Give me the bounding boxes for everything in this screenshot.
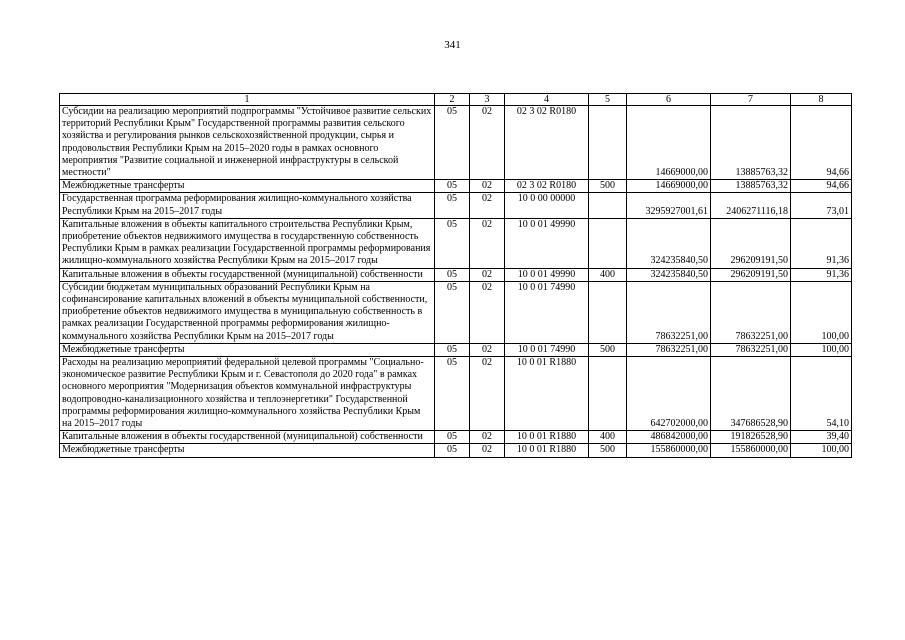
approved-amount-cell: 78632251,00 [627,343,711,356]
table-row [60,343,852,356]
target-article-cell: 10 0 01 R1880 [505,357,589,431]
header-cell: 3 [470,94,505,106]
section-code-cell: 05 [435,268,470,281]
approved-amount-cell: 3295927001,61 [627,193,711,218]
subsection-code-cell: 02 [470,218,505,268]
expense-type-cell: 500 [589,343,627,356]
item-name-cell: Межбюджетные трансферты [60,444,435,457]
approved-amount-cell: 324235840,50 [627,218,711,268]
header-cell: 4 [505,94,589,106]
header-cell: 2 [435,94,470,106]
approved-amount-cell: 155860000,00 [627,444,711,457]
execution-percent-cell: 39,40 [791,431,852,444]
subsection-code-cell: 02 [470,281,505,343]
subsection-code-cell: 02 [470,357,505,431]
target-article-cell: 10 0 01 49990 [505,218,589,268]
item-name-cell: Субсидии бюджетам муниципальных образований Республики Крым на софинансирование капитальных вложений в объекты муниципальной собственности, приобретение объектов недвижимого имущества в муниципальную собственность в рамках реализации Государственной программы реформирования жилищно-коммунального хозяйства Республики Крым на 2015–2017 годы [60,281,435,343]
table-row [60,180,852,193]
approved-amount-cell: 642702000,00 [627,357,711,431]
subsection-code-cell: 02 [470,193,505,218]
approved-amount-cell: 324235840,50 [627,268,711,281]
target-article-cell: 10 0 01 74990 [505,343,589,356]
target-article-cell: 02 3 02 R0180 [505,106,589,180]
target-article-cell: 10 0 01 R1880 [505,444,589,457]
header-cell: 5 [589,94,627,106]
item-name-cell: Субсидии на реализацию мероприятий подпрограммы "Устойчивое развитие сельских территорий Республики Крым" Государственной программы развития сельского хозяйства и регулирования рынков сельскохозяйственной продукции, сырья и продовольствия Республики Крым на 2015–2020 годы в рамках основного мероприятия "Развитие социальной и инженерной инфраструктуры в сельской местности" [60,106,435,180]
item-name-cell: Капитальные вложения в объекты капитального строительства Республики Крым, приобретение объектов недвижимого имущества в государственную собственность Республики Крым в рамках реализации Государственной программы реформирования жилищно-коммунального хозяйства Республики Крым на 2015–2017 годы [60,218,435,268]
approved-amount-cell: 14669000,00 [627,180,711,193]
execution-percent-cell: 94,66 [791,180,852,193]
expense-type-cell [589,218,627,268]
header-cell: 8 [791,94,852,106]
approved-amount-cell: 14669000,00 [627,106,711,180]
item-name-cell: Межбюджетные трансферты [60,343,435,356]
executed-amount-cell: 13885763,32 [711,180,791,193]
approved-amount-cell: 78632251,00 [627,281,711,343]
table-row [60,218,852,268]
execution-percent-cell: 91,36 [791,268,852,281]
expense-type-cell: 400 [589,268,627,281]
table-row [60,268,852,281]
header-row [60,94,852,106]
executed-amount-cell: 13885763,32 [711,106,791,180]
executed-amount-cell: 296209191,50 [711,268,791,281]
table-row [60,106,852,180]
section-code-cell: 05 [435,431,470,444]
table-row [60,281,852,343]
executed-amount-cell: 191826528,90 [711,431,791,444]
execution-percent-cell: 54,10 [791,357,852,431]
execution-percent-cell: 94,66 [791,106,852,180]
expense-type-cell [589,357,627,431]
expense-type-cell: 500 [589,180,627,193]
table-row [60,431,852,444]
executed-amount-cell: 155860000,00 [711,444,791,457]
execution-percent-cell: 91,36 [791,218,852,268]
page-number: 341 [444,39,461,51]
section-code-cell: 05 [435,193,470,218]
item-name-cell: Капитальные вложения в объекты государственной (муниципальной) собственности [60,268,435,281]
executed-amount-cell: 2406271116,18 [711,193,791,218]
expense-type-cell [589,281,627,343]
target-article-cell: 10 0 01 49990 [505,268,589,281]
expense-type-cell [589,193,627,218]
execution-percent-cell: 100,00 [791,343,852,356]
table-row [60,357,852,431]
execution-percent-cell: 100,00 [791,281,852,343]
executed-amount-cell: 78632251,00 [711,281,791,343]
section-code-cell: 05 [435,444,470,457]
execution-percent-cell: 73,01 [791,193,852,218]
table-row [60,193,852,218]
executed-amount-cell: 296209191,50 [711,218,791,268]
section-code-cell: 05 [435,180,470,193]
section-code-cell: 05 [435,343,470,356]
executed-amount-cell: 78632251,00 [711,343,791,356]
budget-table [59,93,852,458]
approved-amount-cell: 486842000,00 [627,431,711,444]
expense-type-cell: 500 [589,444,627,457]
target-article-cell: 10 0 01 R1880 [505,431,589,444]
item-name-cell: Государственная программа реформирования жилищно-коммунального хозяйства Республики Крым на 2015–2017 годы [60,193,435,218]
subsection-code-cell: 02 [470,343,505,356]
target-article-cell: 10 0 01 74990 [505,281,589,343]
expense-type-cell [589,106,627,180]
section-code-cell: 05 [435,106,470,180]
header-cell: 1 [60,94,435,106]
expense-type-cell: 400 [589,431,627,444]
section-code-cell: 05 [435,218,470,268]
section-code-cell: 05 [435,281,470,343]
header-cell: 7 [711,94,791,106]
subsection-code-cell: 02 [470,444,505,457]
execution-percent-cell: 100,00 [791,444,852,457]
subsection-code-cell: 02 [470,268,505,281]
item-name-cell: Капитальные вложения в объекты государственной (муниципальной) собственности [60,431,435,444]
table-row [60,444,852,457]
header-cell: 6 [627,94,711,106]
target-article-cell: 10 0 00 00000 [505,193,589,218]
subsection-code-cell: 02 [470,431,505,444]
target-article-cell: 02 3 02 R0180 [505,180,589,193]
subsection-code-cell: 02 [470,180,505,193]
section-code-cell: 05 [435,357,470,431]
subsection-code-cell: 02 [470,106,505,180]
executed-amount-cell: 347686528,90 [711,357,791,431]
item-name-cell: Расходы на реализацию мероприятий федеральной целевой программы "Социально-экономическое развитие Республики Крым и г. Севастополя до 2020 года" в рамках основного мероприятия "Модернизация объектов коммунальной инфраструктуры водопроводно-канализационного хозяйства и теплоэнергетики" Государственной программы реформирования жилищно-коммунального хозяйства Республики Крым на 2015–2017 годы [60,357,435,431]
item-name-cell: Межбюджетные трансферты [60,180,435,193]
